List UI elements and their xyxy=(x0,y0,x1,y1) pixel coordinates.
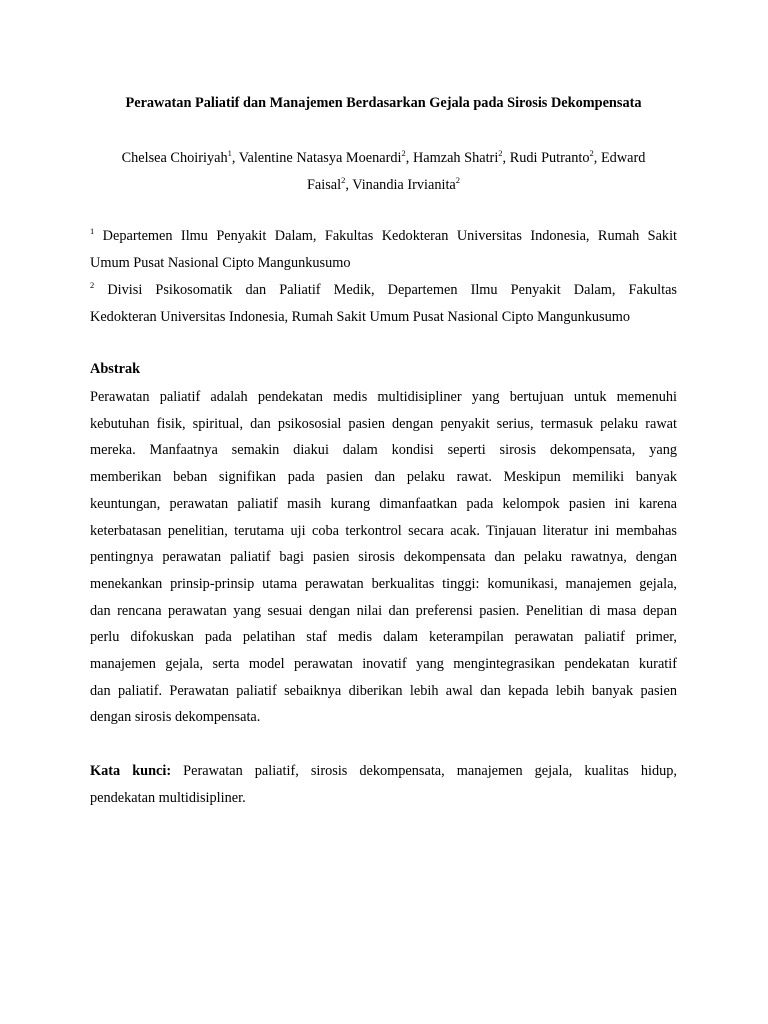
keywords-line xyxy=(90,758,677,785)
abstract-line: mereka. Manfaatnya semakin diakui dalam kondisi seperti sirosis dekompensata, yang xyxy=(90,442,677,459)
abstract-line: manajemen gejala, serta model perawatan inovatif yang mengintegrasikan pendekatan kuratif xyxy=(90,656,677,673)
abstract-line: perlu difokuskan pada pelatihan staf medis dalam keterampilan perawatan paliatif primer, xyxy=(90,629,677,646)
author-separator: , xyxy=(405,150,413,166)
affiliation-line: Kedokteran Universitas Indonesia, Rumah Sakit Umum Pusat Nasional Cipto Mangunkusumo xyxy=(90,308,631,325)
affiliation-line: $^1$ Departemen Ilmu Penyakit Dalam, Fakultas Kedokteran Universitas Indonesia, Rumah Sakit xyxy=(90,226,677,244)
author-affiliation-marker: 2 xyxy=(589,148,594,159)
keywords-line: pendekatan multidisipliner. xyxy=(90,789,246,806)
author-separator: , xyxy=(502,150,510,166)
author-line-1 xyxy=(90,145,677,172)
abstract-line: pentingnya perawatan paliatif bagi pasien sirosis dekompensata dan pelaku rawatnya, dengan xyxy=(90,549,677,566)
abstract-line: dan paliatif. Perawatan paliatif sebaiknya diberikan lebih awal dan kepada lebih banyak pasien xyxy=(90,682,677,699)
abstract-line: keuntungan, perawatan paliatif masih kurang dimanfaatkan pada kelompok pasien ini karena xyxy=(90,495,677,512)
abstract-line: menekankan prinsip-prinsip utama perawatan berkualitas tinggi: komunikasi, manajemen gejala, xyxy=(90,575,677,592)
author-affiliation-marker: 2 xyxy=(498,148,503,159)
affiliation-line: Umum Pusat Nasional Cipto Mangunkusumo xyxy=(90,254,351,271)
author-affiliation-marker: 2 xyxy=(455,174,461,185)
author-affiliation-marker: 2 xyxy=(341,174,346,185)
author-name: Edward xyxy=(600,150,646,166)
author-name: Vinandia Irvianita xyxy=(352,176,456,193)
abstract-heading: Abstrak xyxy=(90,361,141,377)
author-separator: , xyxy=(231,150,239,166)
abstract-line: dan rencana perawatan yang sesuai dengan nilai dan preferensi pasien. Penelitian di masa depan xyxy=(90,602,677,619)
abstract-line: dengan sirosis dekompensata. xyxy=(90,709,261,726)
abstract-line: keterbatasan penelitian, terutama uji coba terkontrol secara acak. Tinjauan literatur ini membahas xyxy=(90,522,677,539)
author-name: Hamzah Shatri xyxy=(412,150,499,166)
abstract-body xyxy=(90,384,677,731)
author-affiliation-marker: 1 xyxy=(227,148,232,159)
author-name: Valentine Natasya Moenardi xyxy=(238,150,402,166)
affiliation-marker: 2 xyxy=(90,280,95,291)
affiliation-2 xyxy=(90,277,677,330)
keywords-label: Kata kunci: xyxy=(90,763,172,779)
author-separator: , xyxy=(593,150,601,166)
author-name: Rudi Putranto xyxy=(509,150,590,166)
affiliation-marker: 1 xyxy=(90,226,95,237)
abstract-line: kebutuhan fisik, spiritual, dan psikososial pasien dengan penyakit serius, termasuk pelaku rawat xyxy=(90,415,677,432)
abstract-line: memberikan beban signifikan pada pasien dan pelaku rawat. Meskipun memiliki banyak xyxy=(90,469,677,486)
author-list xyxy=(90,145,677,198)
keywords-section xyxy=(90,758,677,811)
author-line-2 xyxy=(90,172,677,199)
author-name: Faisal xyxy=(306,176,342,193)
paper-title: Perawatan Paliatif dan Manajemen Berdasarkan Gejala pada Sirosis Dekompensata xyxy=(125,95,642,111)
abstract-line: Perawatan paliatif adalah pendekatan medis multidisipliner yang bertujuan untuk memenuhi xyxy=(90,389,677,405)
affiliation-1 xyxy=(90,223,677,276)
affiliation-line: $^2$ Divisi Psikosomatik dan Paliatif Medik, Departemen Ilmu Penyakit Dalam, Fakultas xyxy=(90,280,677,298)
author-name: Chelsea Choiriyah xyxy=(121,150,228,166)
author-separator: , xyxy=(345,176,353,193)
keywords-text: Perawatan paliatif, sirosis dekompensata, manajemen gejala, kualitas hidup, xyxy=(183,763,677,779)
author-affiliation-marker: 2 xyxy=(401,148,406,159)
